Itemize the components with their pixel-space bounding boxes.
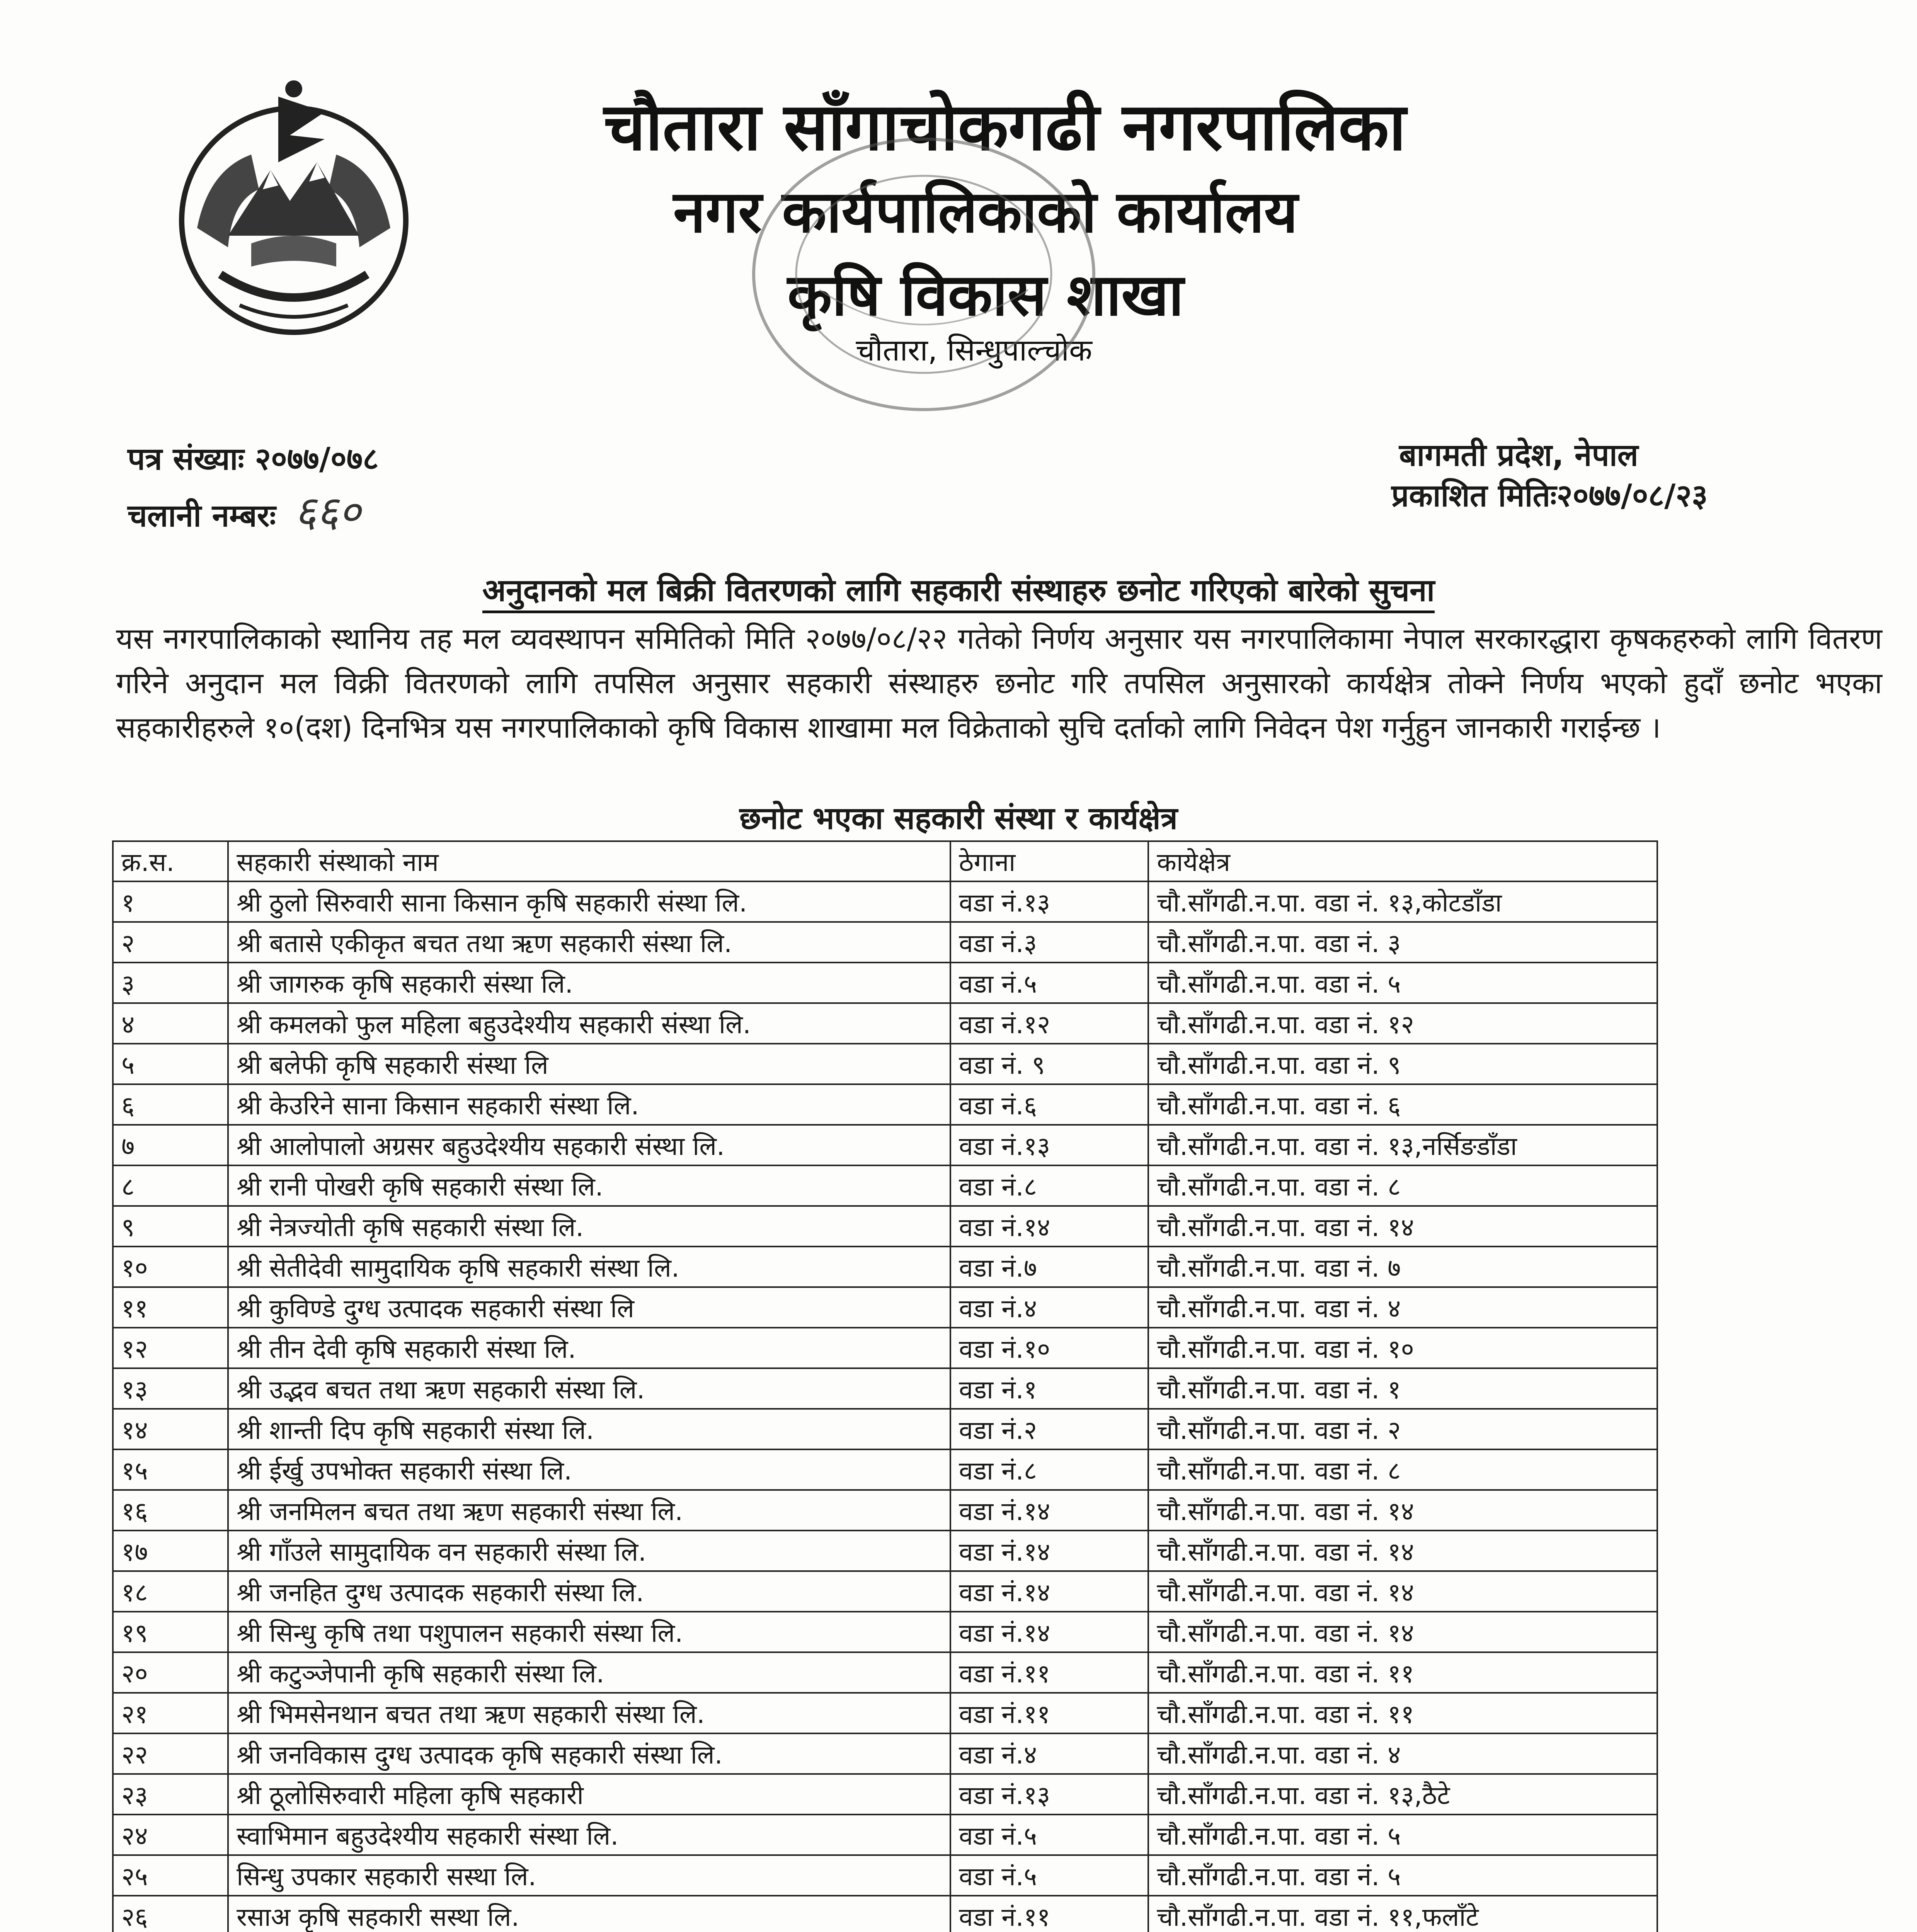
cell-work-area: चौ.साँगढी.न.पा. वडा नं. १२ xyxy=(1148,1003,1657,1044)
dispatch-number: ६६० xyxy=(294,487,361,536)
cell-address: वडा नं. ९ xyxy=(950,1044,1148,1084)
table-row xyxy=(113,1287,1657,1328)
cell-work-area: चौ.साँगढी.न.पा. वडा नं. १४ xyxy=(1148,1490,1657,1531)
cell-address: वडा नं.१४ xyxy=(950,1531,1148,1571)
cell-serial: १५ xyxy=(113,1449,228,1490)
cell-work-area: चौ.साँगढी.न.पा. वडा नं. ६ xyxy=(1148,1084,1657,1125)
table-row xyxy=(113,1449,1657,1490)
cell-address: वडा नं.७ xyxy=(950,1247,1148,1287)
table-row xyxy=(113,1247,1657,1287)
cell-work-area: चौ.साँगढी.न.पा. वडा नं. ५ xyxy=(1148,1815,1657,1855)
cell-work-area: चौ.साँगढी.न.पा. वडा नं. १४ xyxy=(1148,1612,1657,1652)
cell-address: वडा नं.८ xyxy=(950,1449,1148,1490)
cell-name: श्री कुविण्डे दुग्ध उत्पादक सहकारी संस्था लि xyxy=(228,1287,950,1328)
cell-serial: ५ xyxy=(113,1044,228,1084)
cell-name: श्री सेतीदेवी सामुदायिक कृषि सहकारी संस्था लि. xyxy=(228,1247,950,1287)
table-row xyxy=(113,1693,1657,1733)
cell-address: वडा नं.५ xyxy=(950,963,1148,1003)
table-title: छनोट भएका सहकारी संस्था र कार्यक्षेत्र xyxy=(739,800,1178,836)
table-row xyxy=(113,1855,1657,1896)
cell-work-area: चौ.साँगढी.न.पा. वडा नं. ११ xyxy=(1148,1693,1657,1733)
table-row xyxy=(113,1490,1657,1531)
dispatch-number-line xyxy=(128,481,361,539)
cell-name: श्री ठुलो सिरुवारी साना किसान कृषि सहकारी संस्था लि. xyxy=(228,881,950,922)
municipality-name: चौतारा साँगाचोकगढी नगरपालिका xyxy=(604,89,1406,165)
cell-serial: ७ xyxy=(113,1125,228,1165)
cell-address: वडा नं.४ xyxy=(950,1287,1148,1328)
cell-name: श्री सिन्धु कृषि तथा पशुपालन सहकारी संस्था लि. xyxy=(228,1612,950,1652)
table-row xyxy=(113,1409,1657,1449)
cell-name: श्री कटुञ्जेपानी कृषि सहकारी संस्था लि. xyxy=(228,1652,950,1693)
cell-serial: १७ xyxy=(113,1531,228,1571)
table-row xyxy=(113,963,1657,1003)
cell-name: श्री जागरुक कृषि सहकारी संस्था लि. xyxy=(228,963,950,1003)
cell-name: श्री गाँउले सामुदायिक वन सहकारी संस्था लि. xyxy=(228,1531,950,1571)
notice-body: यस नगरपालिकाको स्थानिय तह मल व्यवस्थापन समितिको मिति २०७७/०८/२२ गतेको निर्णय अनुसार यस नगरपालिकामा नेपाल सरकारद्धारा कृषकहरुको लागि वितरण गरिने अनुदान मल विक्री वितरणको लागि तपसिल अनुसार सहकारी संस्थाहरु छनोट गरि तपसिल अनुसारको कार्यक्षेत्र तोक्ने निर्णय भएको हुदाँ छनोट भएका सहकारीहरुले १०(दश) दिनभित्र यस नगरपालिकाको कृषि विकास शाखामा मल विक्रेताको सुचि दर्ताको लागि निवेदन पेश गर्नुहुन जानकारी गराईन्छ । xyxy=(116,621,1882,745)
table-row xyxy=(113,1774,1657,1815)
cell-work-area: चौ.साँगढी.न.पा. वडा नं. ३ xyxy=(1148,922,1657,963)
cell-serial: ३ xyxy=(113,963,228,1003)
cell-serial: २६ xyxy=(113,1896,228,1932)
cell-serial: २२ xyxy=(113,1733,228,1774)
cell-serial: २४ xyxy=(113,1815,228,1855)
cell-address: वडा नं.१४ xyxy=(950,1490,1148,1531)
table-row xyxy=(113,1531,1657,1571)
published-date-line xyxy=(1391,473,1708,515)
cell-name: स्वाभिमान बहुउदेश्यीय सहकारी संस्था लि. xyxy=(228,1815,950,1855)
table-row xyxy=(113,1206,1657,1247)
column-header-address: ठेगाना xyxy=(950,841,1148,881)
table-row xyxy=(113,922,1657,963)
cell-name: श्री जनमिलन बचत तथा ऋण सहकारी संस्था लि. xyxy=(228,1490,950,1531)
cell-serial: १४ xyxy=(113,1409,228,1449)
cell-serial: २० xyxy=(113,1652,228,1693)
cell-address: वडा नं.१३ xyxy=(950,1125,1148,1165)
table-row xyxy=(113,1084,1657,1125)
cell-address: वडा नं.१० xyxy=(950,1328,1148,1368)
table-row xyxy=(113,1328,1657,1368)
cell-name: श्री तीन देवी कृषि सहकारी संस्था लि. xyxy=(228,1328,950,1368)
cell-name: श्री नेत्रज्योती कृषि सहकारी संस्था लि. xyxy=(228,1206,950,1247)
cell-work-area: चौ.साँगढी.न.पा. वडा नं. १४ xyxy=(1148,1571,1657,1612)
notice-subject: अनुदानको मल बिक्री वितरणको लागि सहकारी संस्थाहरु छनोट गरिएको बारेको सुचना xyxy=(0,568,1917,610)
cell-work-area: चौ.साँगढी.न.पा. वडा नं. ९ xyxy=(1148,1044,1657,1084)
cell-address: वडा नं.१४ xyxy=(950,1612,1148,1652)
table-row xyxy=(113,1815,1657,1855)
cell-address: वडा नं.४ xyxy=(950,1733,1148,1774)
cell-serial: १० xyxy=(113,1247,228,1287)
cell-serial: २१ xyxy=(113,1693,228,1733)
table-row xyxy=(113,1652,1657,1693)
cell-name: श्री ठूलोसिरुवारी महिला कृषि सहकारी xyxy=(228,1774,950,1815)
cell-serial: १२ xyxy=(113,1328,228,1368)
cell-address: वडा नं.८ xyxy=(950,1165,1148,1206)
published-label: प्रकाशित मितिः xyxy=(1391,478,1557,514)
cell-work-area: चौ.साँगढी.न.पा. वडा नं. १० xyxy=(1148,1328,1657,1368)
table-row xyxy=(113,881,1657,922)
letter-number-line xyxy=(128,437,379,479)
cell-address: वडा नं.६ xyxy=(950,1084,1148,1125)
table-row xyxy=(113,1896,1657,1932)
published-date: २०७७/०८/२३ xyxy=(1556,478,1708,514)
cell-address: वडा नं.१३ xyxy=(950,881,1148,922)
cell-work-area: चौ.साँगढी.न.पा. वडा नं. ८ xyxy=(1148,1449,1657,1490)
cell-address: वडा नं.११ xyxy=(950,1896,1148,1932)
letter-number-label: पत्र संख्याः xyxy=(128,441,244,477)
cell-name: श्री कमलको फुल महिला बहुउदेश्यीय सहकारी संस्था लि. xyxy=(228,1003,950,1044)
table-header-row xyxy=(113,841,1657,881)
cell-work-area: चौ.साँगढी.न.पा. वडा नं. ११ xyxy=(1148,1652,1657,1693)
cell-work-area: चौ.साँगढी.न.पा. वडा नं. १ xyxy=(1148,1368,1657,1409)
table-row xyxy=(113,1044,1657,1084)
cell-address: वडा नं.५ xyxy=(950,1815,1148,1855)
cell-name: श्री ईर्खु उपभोक्त सहकारी संस्था लि. xyxy=(228,1449,950,1490)
office-address: चौतारा, सिन्धुपाल्चोक xyxy=(856,333,1092,368)
cell-work-area: चौ.साँगढी.न.पा. वडा नं. १३,नर्सिङडाँडा xyxy=(1148,1125,1657,1165)
office-name: नगर कार्यपालिकाको कार्यालय xyxy=(673,179,1298,246)
cell-name: श्री बतासे एकीकृत बचत तथा ऋण सहकारी संस्था लि. xyxy=(228,922,950,963)
cell-serial: २५ xyxy=(113,1855,228,1896)
cell-name: सिन्धु उपकार सहकारी सस्था लि. xyxy=(228,1855,950,1896)
cell-serial: १८ xyxy=(113,1571,228,1612)
cell-work-area: चौ.साँगढी.न.पा. वडा नं. १४ xyxy=(1148,1531,1657,1571)
cell-work-area: चौ.साँगढी.न.पा. वडा नं. ११,फलाँटे xyxy=(1148,1896,1657,1932)
cell-serial: ९ xyxy=(113,1206,228,1247)
cell-serial: १ xyxy=(113,881,228,922)
cell-name: श्री बलेफी कृषि सहकारी संस्था लि xyxy=(228,1044,950,1084)
cell-name: श्री उद्भव बचत तथा ऋण सहकारी संस्था लि. xyxy=(228,1368,950,1409)
office-stamp xyxy=(742,128,1105,421)
cell-serial: १९ xyxy=(113,1612,228,1652)
cell-address: वडा नं.१३ xyxy=(950,1774,1148,1815)
cell-work-area: चौ.साँगढी.न.पा. वडा नं. ४ xyxy=(1148,1733,1657,1774)
cell-name: श्री शान्ती दिप कृषि सहकारी संस्था लि. xyxy=(228,1409,950,1449)
table-row xyxy=(113,1368,1657,1409)
cell-name: श्री आलोपालो अग्रसर बहुउदेश्यीय सहकारी संस्था लि. xyxy=(228,1125,950,1165)
cell-work-area: चौ.साँगढी.न.पा. वडा नं. ८ xyxy=(1148,1165,1657,1206)
table-row xyxy=(113,1125,1657,1165)
cell-address: वडा नं.१ xyxy=(950,1368,1148,1409)
cell-name: श्री जनविकास दुग्ध उत्पादक कृषि सहकारी संस्था लि. xyxy=(228,1733,950,1774)
cell-serial: ८ xyxy=(113,1165,228,1206)
cell-work-area: चौ.साँगढी.न.पा. वडा नं. १४ xyxy=(1148,1206,1657,1247)
column-header-work-area: कायेक्षेत्र xyxy=(1148,841,1657,881)
cooperatives-table xyxy=(112,840,1658,1932)
cell-work-area: चौ.साँगढी.न.पा. वडा नं. ५ xyxy=(1148,1855,1657,1896)
cell-name: श्री जनहित दुग्ध उत्पादक सहकारी संस्था लि. xyxy=(228,1571,950,1612)
cell-serial: १६ xyxy=(113,1490,228,1531)
cell-work-area: चौ.साँगढी.न.पा. वडा नं. १३,कोटडाँडा xyxy=(1148,881,1657,922)
table-row xyxy=(113,1733,1657,1774)
cell-serial: ११ xyxy=(113,1287,228,1328)
cell-work-area: चौ.साँगढी.न.पा. वडा नं. ५ xyxy=(1148,963,1657,1003)
cell-name: श्री भिमसेनथान बचत तथा ऋण सहकारी संस्था लि. xyxy=(228,1693,950,1733)
cell-address: वडा नं.२ xyxy=(950,1409,1148,1449)
cell-work-area: चौ.साँगढी.न.पा. वडा नं. १३,ठैटे xyxy=(1148,1774,1657,1815)
letter-number: २०७७/०७८ xyxy=(255,441,379,477)
dispatch-number-label: चलानी नम्बरः xyxy=(128,498,276,534)
cell-work-area: चौ.साँगढी.न.पा. वडा नं. ४ xyxy=(1148,1287,1657,1328)
cell-serial: ४ xyxy=(113,1003,228,1044)
province-line: बागमती प्रदेश, नेपाल xyxy=(1399,437,1638,473)
cell-work-area: चौ.साँगढी.न.पा. वडा नं. ७ xyxy=(1148,1247,1657,1287)
column-header-name: सहकारी संस्थाको नाम xyxy=(228,841,950,881)
cell-address: वडा नं.११ xyxy=(950,1652,1148,1693)
cell-serial: ६ xyxy=(113,1084,228,1125)
cell-address: वडा नं.३ xyxy=(950,922,1148,963)
table-row xyxy=(113,1571,1657,1612)
cell-work-area: चौ.साँगढी.न.पा. वडा नं. २ xyxy=(1148,1409,1657,1449)
column-header-serial: क्र.स. xyxy=(113,841,228,881)
table-row xyxy=(113,1165,1657,1206)
cell-address: वडा नं.११ xyxy=(950,1693,1148,1733)
branch-name: कृषि विकास शाखा xyxy=(787,262,1184,329)
cell-address: वडा नं.५ xyxy=(950,1855,1148,1896)
cell-address: वडा नं.१४ xyxy=(950,1571,1148,1612)
cell-name: श्री रानी पोखरी कृषि सहकारी संस्था लि. xyxy=(228,1165,950,1206)
cell-address: वडा नं.१२ xyxy=(950,1003,1148,1044)
cell-name: रसाअ कृषि सहकारी सस्था लि. xyxy=(228,1896,950,1932)
table-row xyxy=(113,1003,1657,1044)
table-row xyxy=(113,1612,1657,1652)
cell-serial: १३ xyxy=(113,1368,228,1409)
cell-address: वडा नं.१४ xyxy=(950,1206,1148,1247)
cell-name: श्री केउरिने साना किसान सहकारी संस्था लि. xyxy=(228,1084,950,1125)
cell-serial: २३ xyxy=(113,1774,228,1815)
cell-serial: २ xyxy=(113,922,228,963)
